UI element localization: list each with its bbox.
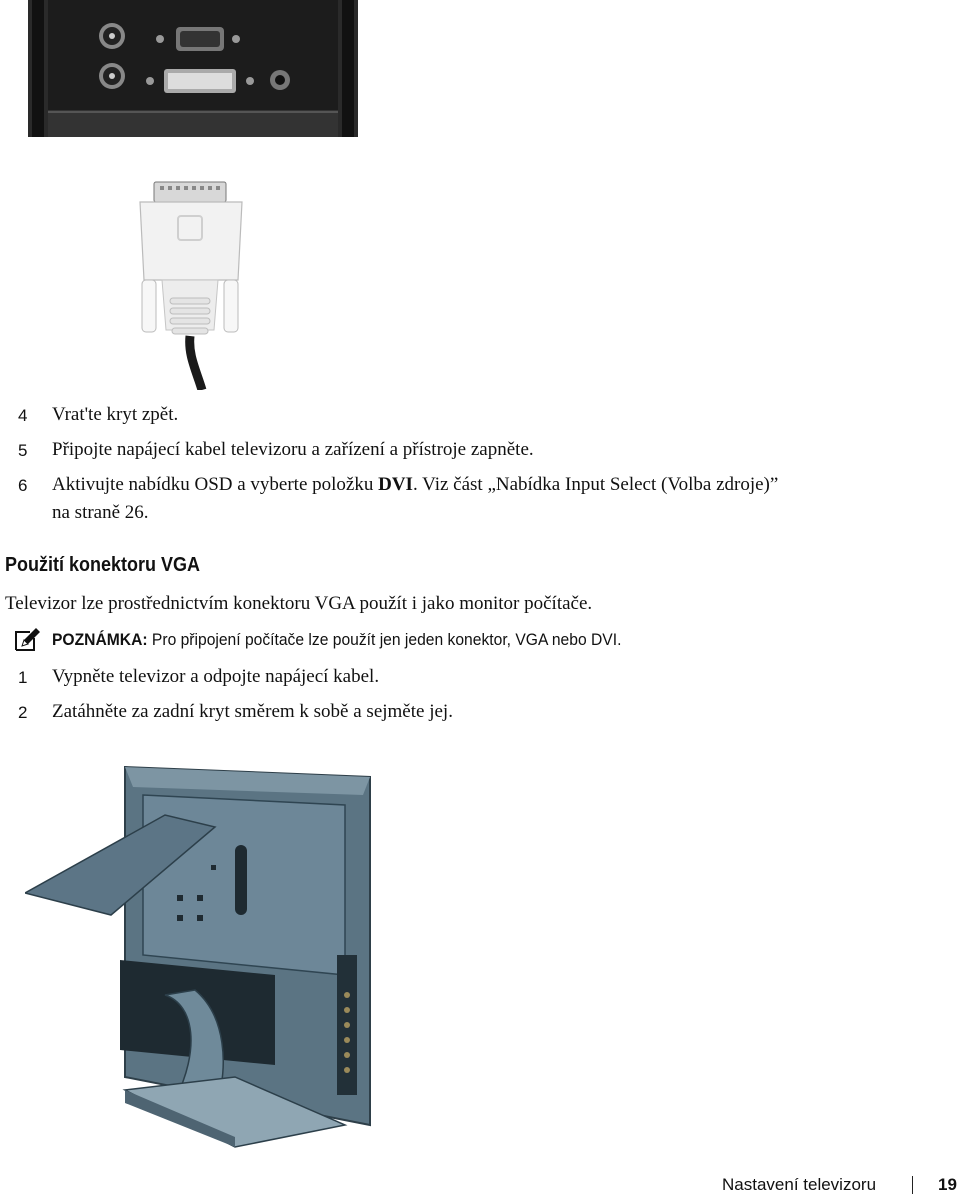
note-body: Pro připojení počítače lze použít jen jeden konektor, VGA nebo DVI. [147,630,622,649]
step-number: 2 [18,703,28,722]
step-text: Připojte napájecí kabel televizoru a zařízení a přístroje zapněte. [52,439,534,460]
tv-connector-panel-photo [28,0,358,137]
step-text: Vrat'te kryt zpět. [52,404,179,425]
step-text-continuation: na straně 26. [52,502,149,523]
note-label: POZNÁMKA: [52,630,148,649]
step-number: 6 [18,476,28,495]
note-text [52,628,621,652]
step-text-part: Aktivujte nabídku OSD a vyberte položku [52,474,379,495]
step-text-part: . Viz část „Nabídka Input Select (Volba zdroje)” [412,474,779,495]
page-number: 19 [938,1175,957,1194]
note-pencil-icon [14,626,40,652]
dvi-term: DVI [378,474,413,495]
step-number: 4 [18,406,28,425]
step-number: 5 [18,441,28,460]
tv-rear-view-photo [25,765,375,1150]
footer-section-title: Nastavení televizoru [722,1175,877,1194]
step-number: 1 [18,668,28,687]
section-intro: Televizor lze prostřednictvím konektoru VGA použít i jako monitor počítače. [5,593,593,614]
dvi-plug-figure [130,180,250,390]
tv-back-figure [25,765,375,1150]
footer-separator [912,1176,913,1194]
section-heading: Použití konektoru VGA [5,554,201,576]
connector-panel-figure [28,0,358,137]
step-text: Zatáhněte za zadní kryt směrem k sobě a sejměte jej. [52,701,453,722]
note-icon-wrap [14,626,40,652]
dvi-connector-plug-photo [130,180,250,390]
step-text [52,473,778,497]
step-text: Vypněte televizor a odpojte napájecí kabel. [52,666,380,687]
